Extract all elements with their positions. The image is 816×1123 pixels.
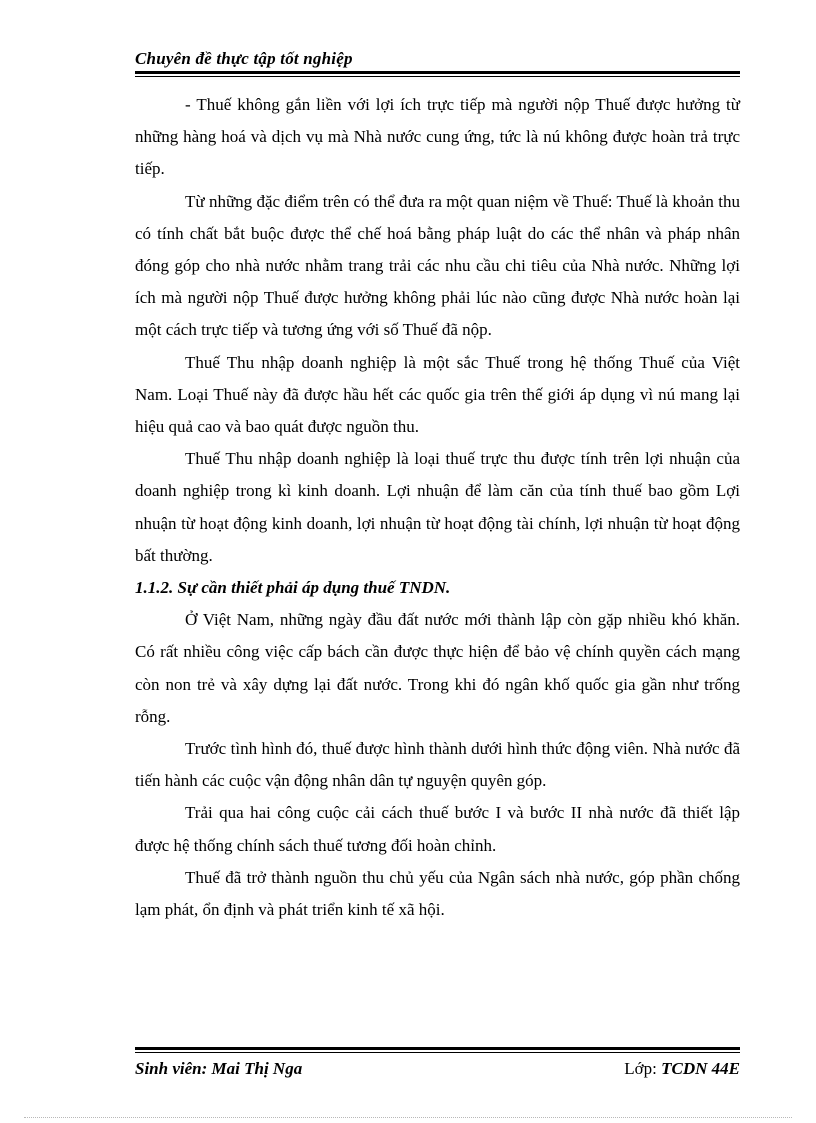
paragraph: Ở Việt Nam, những ngày đầu đất nước mới thành lập còn gặp nhiều khó khăn. Có rất nhiều công việc cấp bách cần được thực hiện để bảo vệ chính quyền cách mạng còn non trẻ và xây dựng lại đất nước. Trong khi đó ngân khố quốc gia gần như trống rỗng. [135, 610, 740, 726]
footer-class-value: TCDN 44E [661, 1059, 740, 1078]
header-rule-thick [135, 71, 740, 74]
footer-rule-thick [135, 1047, 740, 1050]
paragraph: Thuế Thu nhập doanh nghiệp là loại thuế trực thu được tính trên lợi nhuận của doanh nghiệp trong kì kinh doanh. Lợi nhuận để làm căn của tính thuế bao gồm Lợi nhuận từ hoạt động kinh doanh, lợi nhuận từ hoạt động tài chính, lợi nhuận từ hoạt động bất thường. [135, 449, 740, 565]
footer-rule-thin [135, 1052, 740, 1053]
page-footer [135, 1046, 740, 1080]
paragraph: Thuế Thu nhập doanh nghiệp là một sắc Thuế trong hệ thống Thuế của Việt Nam. Loại Thuế này đã được hầu hết các quốc gia trên thế giới áp dụng vì nú mang lại hiệu quả cao và bao quát được nguồn thu. [135, 352, 740, 437]
paragraph: Trước tình hình đó, thuế được hình thành dưới hình thức động viên. Nhà nước đã tiến hành các cuộc vận động nhân dân tự nguyện quyên góp. [135, 739, 740, 791]
paragraph: Từ những đặc điểm trên có thể đưa ra một quan niệm về Thuế: Thuế là khoản thu có tính chất bắt buộc được thể chế hoá bằng pháp luật do các thể nhân và pháp nhân đóng góp cho nhà nước nhằm trang trải các nhu cầu chi tiêu của Nhà nước. Những lợi ích mà người nộp Thuế được hưởng không phải lúc nào cũng được Nhà nước hoàn lại một cách trực tiếp và tương ứng với số Thuế đã nộp. [135, 191, 740, 340]
header-title: Chuyên đề thực tập tốt nghiệp [135, 49, 353, 68]
footer-class-label: Lớp: [624, 1059, 657, 1078]
page-edge-divider [24, 1117, 792, 1118]
section-heading: 1.1.2. Sự cần thiết phải áp dụng thuế TNDN. [135, 578, 451, 598]
header-rule-thin [135, 76, 740, 77]
page-header [135, 48, 740, 77]
paragraph: Trải qua hai công cuộc cải cách thuế bước I và bước II nhà nước đã thiết lập được hệ thống chính sách thuế tương đối hoàn chỉnh. [135, 803, 740, 855]
paragraph: Thuế đã trở thành nguồn thu chủ yếu của Ngân sách nhà nước, góp phần chống lạm phát, ổn định và phát triển kinh tế xã hội. [135, 867, 740, 920]
footer-row [135, 1058, 740, 1080]
paragraph: - Thuế không gắn liền với lợi ích trực tiếp mà người nộp Thuế được hưởng từ những hàng hoá và dịch vụ mà Nhà nước cung ứng, tức là nú không được hoàn trả trực tiếp. [135, 95, 740, 179]
document-body [135, 89, 740, 926]
footer-class [624, 1058, 740, 1080]
footer-student: Sinh viên: Mai Thị Nga [135, 1059, 303, 1078]
